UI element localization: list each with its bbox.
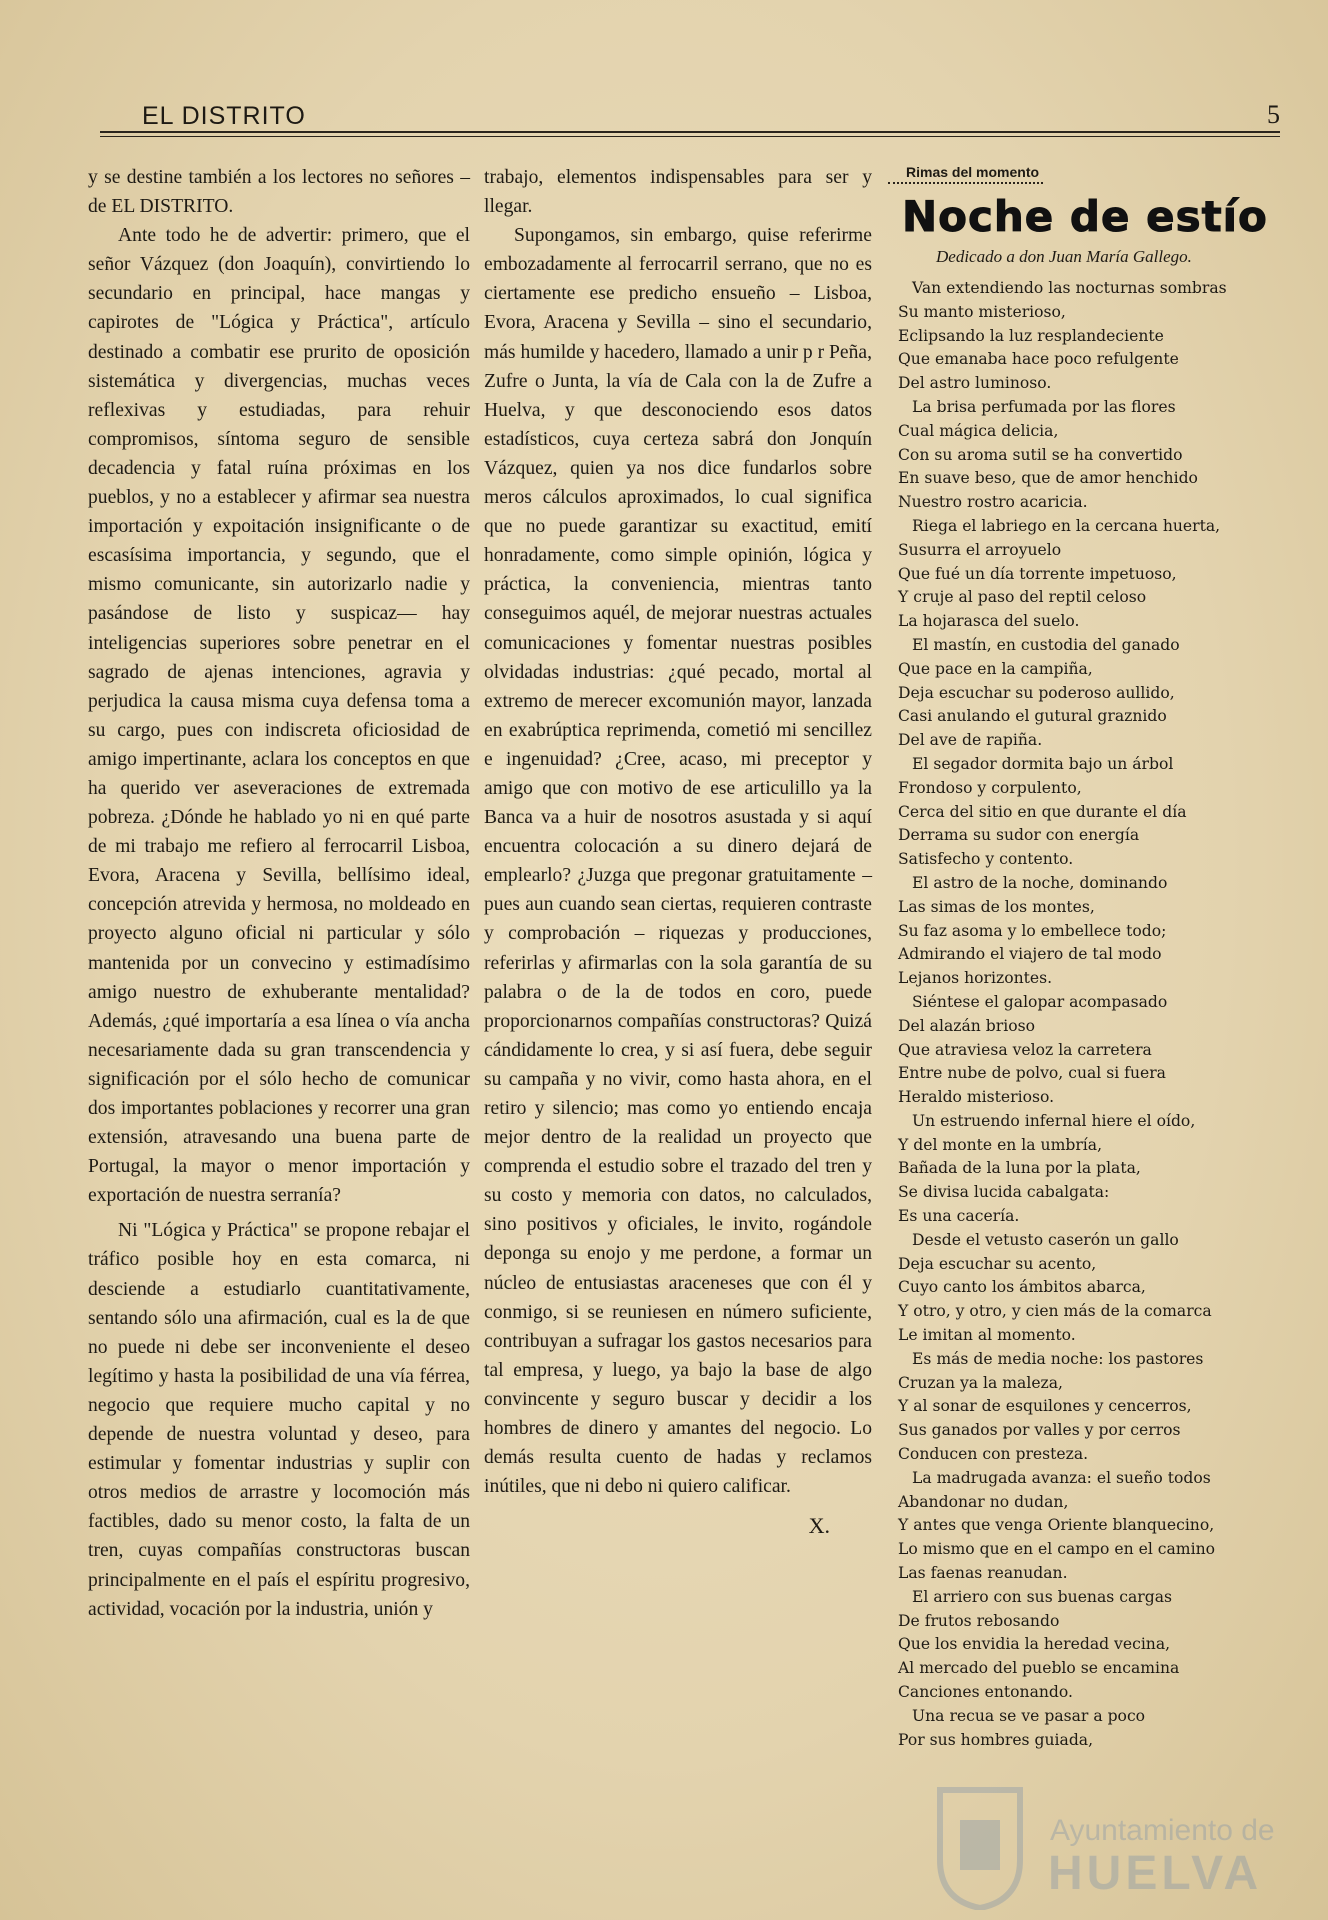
poem-line: Cerca del sitio en que durante el día xyxy=(898,802,1187,821)
paragraph: Ni "Lógica y Práctica" se propone rebajar el tráfico posible hoy en esta comarca, ni desciende a estudiarlo cuantitativamente, sentando sólo una afirmación, cual es la de que no puede ni debe ser inconveniente el deseo legítimo y hasta la posibilidad de una vía férrea, negocio que requiere mucho capital y no depende de nuestra voluntad y deseo, para estimular y fomentar industrias y suplir con otros medios de arrastre y locomoción más factibles, dado su menor costo, la falta de un tren, cuyas compañías constructoras buscan principalmente en el país el espíritu progresivo, actividad, vocación por la industria, unión y xyxy=(88,1220,470,1620)
poem-line: Se divisa lucida cabalgata: xyxy=(898,1183,1110,1202)
article-column-1 xyxy=(88,163,470,1624)
poem-line: El segador dormita bajo un árbol xyxy=(912,754,1174,773)
section-heading: Rimas del momento xyxy=(888,164,1043,184)
author-signature: X. xyxy=(808,1513,830,1539)
poem-line: Que los envidia la heredad vecina, xyxy=(898,1635,1171,1654)
poem-line: El arriero con sus buenas cargas xyxy=(912,1587,1172,1606)
poem-line: Frondoso y corpulento, xyxy=(898,778,1082,797)
poem-line: Canciones entonando. xyxy=(898,1683,1073,1702)
watermark-line-1: Ayuntamiento de xyxy=(1050,1814,1275,1847)
poem-line: Es más de media noche: los pastores xyxy=(912,1349,1204,1368)
poem-dedication: Dedicado a don Juan María Gallego. xyxy=(936,247,1192,266)
poem-line: Un estruendo infernal hiere el oído, xyxy=(912,1111,1196,1130)
paragraph: trabajo, elementos indispensables para ser y llegar. xyxy=(484,167,872,218)
poem-body xyxy=(888,277,1288,1752)
newspaper-name: EL DISTRITO xyxy=(142,102,306,130)
poem-line: En suave beso, que de amor henchido xyxy=(898,469,1198,488)
poem-line: Y otro, y otro, y cien más de la comarca xyxy=(898,1302,1212,1321)
poem-line: Lo mismo que en el campo en el camino xyxy=(898,1540,1215,1559)
poem-line: Su manto misterioso, xyxy=(898,302,1066,321)
page-number: 5 xyxy=(1267,100,1280,129)
poem-line: Es una cacería. xyxy=(898,1207,1020,1226)
poem-line: La brisa perfumada por las flores xyxy=(912,397,1176,416)
poem-line: Bañada de la luna por la plata, xyxy=(898,1159,1141,1178)
poem-line: Las faenas reanudan. xyxy=(898,1564,1068,1583)
poem-line: Con su aroma sutil se ha convertido xyxy=(898,445,1183,464)
poem-line: Que emanaba hace poco refulgente xyxy=(898,350,1179,369)
poem-line: Una recua se ve pasar a poco xyxy=(912,1706,1146,1725)
poem-line: Y al sonar de esquilones y cencerros, xyxy=(898,1397,1192,1416)
poem-line: Nuestro rostro acaricia. xyxy=(898,493,1088,512)
poem-line: Que atraviesa veloz la carretera xyxy=(898,1040,1152,1059)
poem-line: Su faz asoma y lo embellece todo; xyxy=(898,921,1167,940)
poem-line: Entre nube de polvo, cual si fuera xyxy=(898,1064,1166,1083)
poem-line: Admirando el viajero de tal modo xyxy=(898,945,1162,964)
poem-line: Le imitan al momento. xyxy=(898,1326,1076,1345)
poem-title: Noche de estío xyxy=(902,192,1268,241)
poem-line: Lejanos horizontes. xyxy=(898,969,1053,988)
paragraph: Supongamos, sin embargo, quise referirme embozadamente al ferrocarril serrano, que no es ciertamente ese predicho ensueño – Lisboa, Evora, Aracena y Sevilla – sino el secundario, más humilde y hacedero, llamado a unir p r Peña, Zufre o Junta, la vía de Cala con la de Zufre a Huelva, y que desconociendo esos datos estadísticos, cuya certeza sabrá don Jonquín Vázquez, quien ya nos dice fundarlos sobre meros cálculos aproximados, lo cual significa que no puede garantizar su exactitud, emití honradamente, como simple opinión, lógica y práctica, la conveniencia, mientras tanto conseguimos aquél, de mejorar nuestras actuales comunicaciones y fomentar nuestras posibles olvidadas industrias: ¿qué pecado, mortal al extremo de merecer excomunión mayor, lanzada en exabrúptica reprimenda, cometió mi sencillez e ingenuidad? ¿Cree, acaso, mi preceptor y amigo que con motivo de ese articulillo ya la Banca va a huir de nosotros asustada y si aquí encuentra colocación a su dinero dejará de emplearlo? ¿Juzga que pregonar gratuitamente – pues aun cuando sean ciertas, requieren contraste y comprobación – riquezas y producciones, referirlas y afirmarlas con la sola garantía de su palabra o de la de todos en coro, puede proporcionarnos compañías constructoras? Quizá cándidamente lo crea, y si así fuera, debe seguir su campaña y no vivir, como hasta ahora, en el retiro y silencio; mas como yo entiendo encaja mejor dentro de la realidad un proyecto que comprenda el estudio sobre el trazado del tren y su costo y memoria con datos, no calculados, sino positivos y oficiales, le invito, rogándole deponga su enojo y me perdone, a formar un núcleo de entusiastas araceneses que con él y conmigo, si se reuniesen en número suficiente, contribuyan a sufragar los gastos necesarios para tal empresa, y luego, ya bajo la base de algo convincente y seguro buscar y decidir a los hombres de dinero y amantes del negocio. Lo demás resulta cuento de hadas y reclamos inútiles, que ni debo ni quiero calificar. xyxy=(484,225,872,1498)
coat-of-arms-icon xyxy=(920,1780,1040,1910)
article-column-2 xyxy=(484,163,872,1540)
poem-line: Riega el labriego en la cercana huerta, xyxy=(912,516,1221,535)
paragraph: Ante todo he de advertir: primero, que el señor Vázquez (don Joaquín), convirtiendo lo secundario en principal, hace mangas y capirotes de "Lógica y Práctica", artículo destinado a combatir ese prurito de oposición sistemática y divergencias, muchas veces reflexivas y estudiadas, para rehuir compromisos, síntoma seguro de sensible decadencia y fatal ruína próximas en los pueblos, y no a establecer y afirmar sea nuestra importación y expoitación insignificante o de escasísima importancia, y segundo, que el mismo comunicante, sin autorizarlo nadie y pasándose de listo y suspicaz— hay inteligencias superiores sobre penetrar en el sagrado de ajenas intenciones, agravia y perjudica la causa misma cuya defensa toma a su cargo, pues con indiscreta oficiosidad de amigo impertinante, aclara los conceptos en que ha querido ver aseveraciones de extremada pobreza. ¿Dónde he hablado yo ni en qué parte de mi trabajo me refiero al ferrocarril Lisboa, Evora, Aracena y Sevilla, bellísimo ideal, concepción atrevida y hermosa, no moldeado en proyecto alguno oficial ni particular y sólo mantenida por un convecino y estimadísimo amigo nuestro de exhuberante mentalidad? Además, ¿qué importaría a esa línea o vía ancha necesariamente dada su gran transcendencia y significación por el sólo hecho de comunicar dos importantes poblaciones y recorrer una gran extensión, atravesando una buena parte de Portugal, la mayor o menor importación y exportación de nuestra serranía? xyxy=(88,225,470,1207)
poem-line: Abandonar no dudan, xyxy=(898,1492,1069,1511)
poem-line: Que fué un día torrente impetuoso, xyxy=(898,564,1177,583)
poem-line: La madrugada avanza: el sueño todos xyxy=(912,1468,1211,1487)
header-rule-thin xyxy=(100,136,1280,137)
poem-line: Cual mágica delicia, xyxy=(898,421,1059,440)
poem-line: Conducen con presteza. xyxy=(898,1445,1089,1464)
poem-line: Siéntese el galopar acompasado xyxy=(912,992,1168,1011)
poem-line: El mastín, en custodia del ganado xyxy=(912,635,1180,654)
poem-line: Y antes que venga Oriente blanquecino, xyxy=(898,1516,1215,1535)
page-header xyxy=(100,100,1280,132)
poem-line: Y del monte en la umbría, xyxy=(898,1135,1103,1154)
poem-line: Susurra el arroyuelo xyxy=(898,540,1062,559)
watermark-line-2: HUELVA xyxy=(1048,1847,1263,1900)
poem-line: El astro de la noche, dominando xyxy=(912,873,1168,892)
poem-column xyxy=(888,162,1288,1752)
poem-line: Del alazán brioso xyxy=(898,1016,1035,1035)
poem-line: La hojarasca del suelo. xyxy=(898,612,1080,631)
poem-line: Desde el vetusto caserón un gallo xyxy=(912,1230,1179,1249)
poem-line: Y cruje al paso del reptil celoso xyxy=(898,588,1147,607)
poem-line: Cruzan ya la maleza, xyxy=(898,1373,1064,1392)
paragraph: y se destine también a los lectores no señores – de EL DISTRITO. xyxy=(88,167,470,218)
poem-line: Deja escuchar su poderoso aullido, xyxy=(898,683,1175,702)
poem-line: Eclipsando la luz resplandeciente xyxy=(898,326,1164,345)
poem-line: Deja escuchar su acento, xyxy=(898,1254,1097,1273)
poem-line: Derrama su sudor con energía xyxy=(898,826,1140,845)
poem-line: Que pace en la campiña, xyxy=(898,659,1093,678)
poem-line: Del ave de rapiña. xyxy=(898,731,1043,750)
poem-line: Del astro luminoso. xyxy=(898,374,1052,393)
poem-line: Heraldo misterioso. xyxy=(898,1088,1055,1107)
poem-line: Al mercado del pueblo se encamina xyxy=(898,1659,1180,1678)
poem-line: Satisfecho y contento. xyxy=(898,850,1074,869)
poem-line: Sus ganados por valles y por cerros xyxy=(898,1421,1181,1440)
poem-line: Las simas de los montes, xyxy=(898,897,1095,916)
poem-line: De frutos rebosando xyxy=(898,1611,1060,1630)
poem-line: Casi anulando el gutural graznido xyxy=(898,707,1167,726)
archive-watermark xyxy=(920,1780,1280,1910)
poem-line: Van extendiendo las nocturnas sombras xyxy=(912,279,1227,297)
header-rule xyxy=(100,131,1280,133)
poem-line: Cuyo canto los ámbitos abarca, xyxy=(898,1278,1146,1297)
poem-line: Por sus hombres guiada, xyxy=(898,1730,1094,1749)
